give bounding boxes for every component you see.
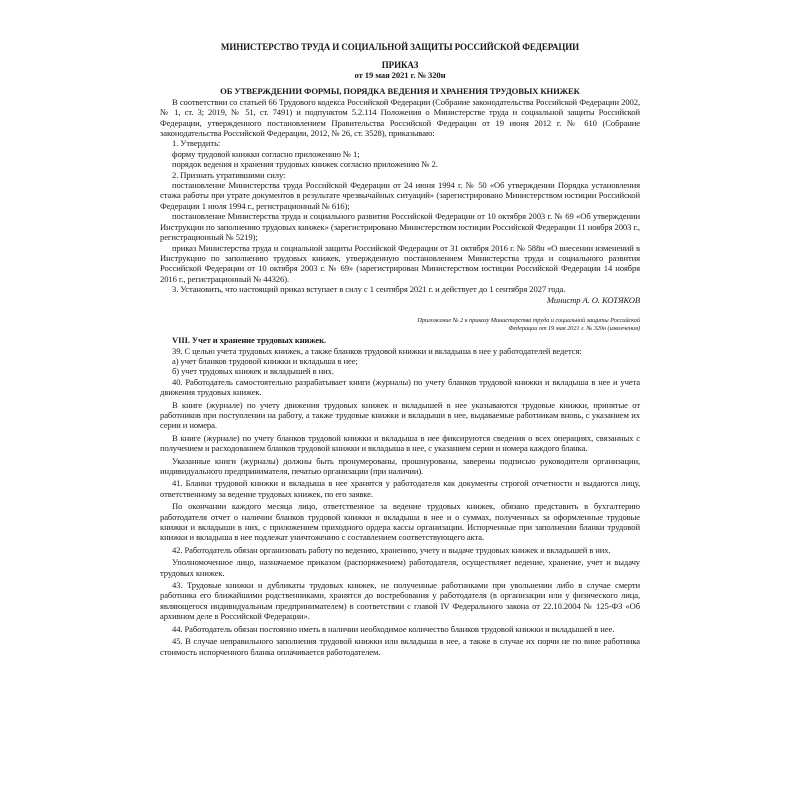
order-paragraph: приказ Министерства труда и социальной защиты Российской Федерации от 31 октября 2016 г. № 588н «О внесении изменений в Инструкцию по заполнению трудовых книжек, утвержденную постановлением Министерства труда и социального развития Российской Федерации от 10 октября 2003 г. № 69» (зарегистрирован Министерством юстиции Российской Федерации 14 ноября 2016 г., регистрационный № 44326).: [160, 242, 640, 284]
appendix-note: Приложение № 2 к приказу Министерства труда и социальной защиты Российской Федерации от 19 мая 2021 г. № 320н (извлечения): [417, 316, 640, 332]
section-paragraph: 39. С целью учета трудовых книжек, а также бланков трудовой книжки и вкладыша в нее у работодателей ведется:: [172, 345, 582, 356]
section-paragraph: 43. Трудовые книжки и дубликаты трудовых книжек, не полученные работниками при увольнении либо в случае смерти работника его ближайшими родственниками, хранятся до востребования у работодателя (в организации или у физического лица, являющегося индивидуальным предпринимателем) в соответствии с главой IV Федерального закона от 22.10.2004 № 125-ФЗ «Об архивном деле в Российской Федерации».: [160, 580, 640, 622]
section-paragraph: 44. Работодатель обязан постоянно иметь в наличии необходимое количество бланков трудовой книжки и вкладышей в нее.: [172, 623, 615, 634]
section-paragraph: По окончании каждого месяца лицо, ответственное за ведение трудовых книжек, обязано представить в бухгалтерию работодателя отчет о наличии бланков трудовой книжки и вкладыша в нее и о суммах, полученных за оформленные трудовые книжки и вкладыши в них, с приложением приходного ордера кассы организации. Испорченные при заполнении бланки трудовой книжки и вкладыша в нее подлежат уничтожению с составлением соответствующего акта.: [160, 501, 640, 543]
order-date: от 19 мая 2021 г. № 320н: [354, 70, 446, 81]
order-paragraph: 2. Признать утратившими силу:: [172, 169, 286, 180]
ministry-heading: МИНИСТЕРСТВО ТРУДА И СОЦИАЛЬНОЙ ЗАЩИТЫ РОССИЙСКОЙ ФЕДЕРАЦИИ: [220, 42, 580, 52]
document-page: [160, 40, 640, 657]
order-paragraph: 1. Утвердить:: [172, 138, 221, 149]
section-paragraph: 45. В случае неправильного заполнения трудовой книжки или вкладыша в нее, а также в случае их порчи не по вине работника стоимость испорченного бланка оплачивается работодателем.: [160, 636, 640, 657]
section-paragraph: В книге (журнале) по учету бланков трудовой книжки и вкладыша в нее фиксируются сведения о всех операциях, связанных с получением и расходованием бланков трудовой книжки и вкладыша в нее, с указанием серии и номера каждого бланка.: [160, 432, 640, 454]
document-title: ОБ УТВЕРЖДЕНИИ ФОРМЫ, ПОРЯДКА ВЕДЕНИЯ И ХРАНЕНИЯ ТРУДОВЫХ КНИЖЕК: [220, 86, 580, 97]
order-paragraph: постановление Министерства труда Российской Федерации от 24 июня 1994 г. № 50 «Об утверждении Порядка установления стажа работы при утрате документов в результате чрезвычайных ситуаций» (зарегистрировано Министерством юстиции Российской Федерации 1 июля 1994 г., регистрационный № 616);: [160, 180, 640, 211]
section-title: VIII. Учет и хранение трудовых книжек.: [172, 335, 327, 346]
section-paragraph: 40. Работодатель самостоятельно разрабатывает книги (журналы) по учету бланков трудовой книжки и вкладыша в нее и учета движения трудовых книжек.: [160, 376, 640, 398]
order-paragraph: 3. Установить, что настоящий приказ вступает в силу с 1 сентября 2021 г. и действует до 1 сентября 2027 года.: [172, 284, 566, 295]
order-paragraph: постановление Министерства труда и социального развития Российской Федерации от 10 октября 2003 г. № 69 «Об утверждении Инструкции по заполнению трудовых книжек» (зарегистрировано Министерством юстиции Российской Федерации 11 ноября 2003 г., регистрационный № 5219);: [160, 211, 640, 243]
order-body: [160, 97, 640, 295]
section-body: [160, 346, 640, 657]
section-paragraph: 41. Бланки трудовой книжки и вкладыша в нее хранятся у работодателя как документы строгой отчетности и выдаются лицу, ответственному за ведение трудовых книжек, по его заявке.: [160, 478, 640, 499]
section-paragraph: Указанные книги (журналы) должны быть пронумерованы, прошнурованы, заверены подписью руководителя организации, индивидуального предпринимателя, печатью организации (при наличии).: [160, 455, 640, 476]
order-paragraph: В соответствии со статьей 66 Трудового кодекса Российской Федерации (Собрание законодательства Российской Федерации 2002, № 1, ст. 3; 2019, № 51, ст. 7491) и подпунктом 5.2.114 Положения о Министерстве труда и социальной защиты Российской Федерации, утвержденного постановлением Правительства Российской Федерации от 19 июня 2012 г. № 610 (Собрание законодательства Российской Федерации, 2012, № 26, ст. 3528), приказываю:: [160, 96, 640, 139]
order-paragraph: форму трудовой книжки согласно приложению № 1;: [172, 148, 360, 159]
order-paragraph: порядок ведения и хранения трудовых книжек согласно приложению № 2.: [172, 159, 438, 170]
section-paragraph: Уполномоченное лицо, назначаемое приказом (распоряжением) работодателя, осуществляет ведение, хранение, учет и выдачу трудовых книжек.: [160, 557, 640, 578]
signature: Министр А. О. КОТЯКОВ: [546, 294, 640, 305]
section-paragraph: а) учет бланков трудовой книжки и вкладыша в нее;: [172, 355, 358, 366]
section-paragraph: В книге (журнале) по учету движения трудовых книжек и вкладышей в нее указываются трудовые книжки, принятые от работников при поступлении на работу, а также трудовые книжки и вкладыши в нее, выдаваемые работникам вновь, с указанием их серии и номера.: [160, 399, 640, 431]
section-paragraph: б) учет трудовых книжек и вкладышей в них.: [172, 366, 334, 377]
section-paragraph: 42. Работодатель обязан организовать работу по ведению, хранению, учету и выдаче трудовых книжек и вкладышей в них.: [172, 544, 611, 555]
order-word: ПРИКАЗ: [381, 60, 419, 71]
